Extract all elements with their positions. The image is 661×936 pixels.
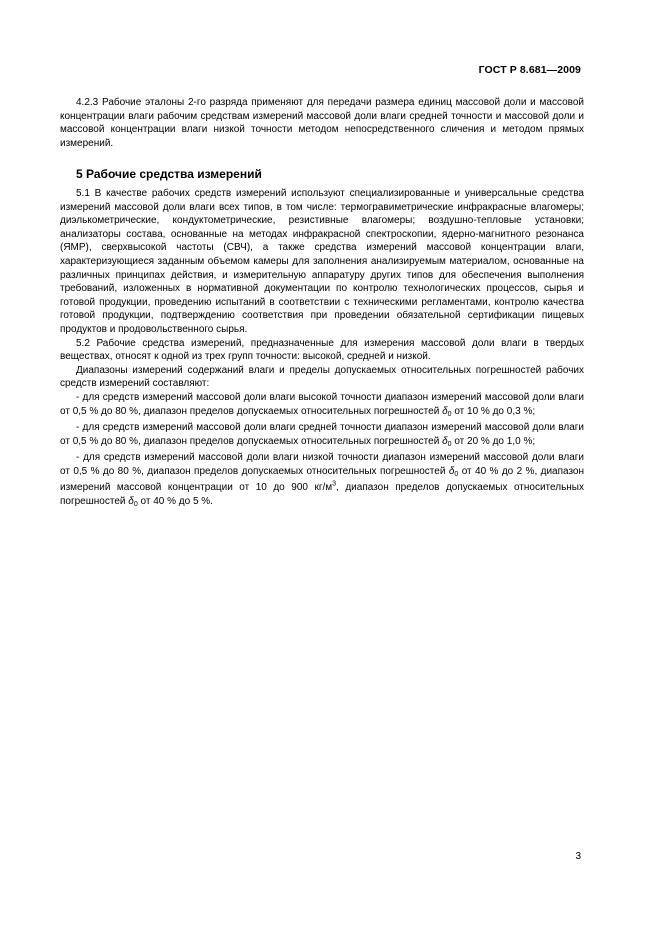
- delta-subscript: 0: [133, 501, 138, 509]
- delta-letter: δ: [128, 496, 134, 508]
- item-low-range-concentration: от 40 % до 5 %.: [140, 496, 213, 508]
- intro-block: [60, 96, 584, 150]
- item-low-text: - для средств измерений массовой доли влаги низкой точности диапазон измерений массовой доли влаги от 0,5 % до 80 %, диапазон пределов допускаемых относительных погрешностей: [60, 452, 584, 477]
- delta-symbol: [442, 436, 451, 447]
- item-high-text: - для средств измерений массовой доли влаги высокой точности диапазон измерений массовой доли влаги от 0,5 % до 80 %, диапазон пределов допускаемых относительных погрешностей: [60, 391, 584, 417]
- item-high-range: от 10 % до 0,3 %;: [454, 405, 536, 417]
- item-medium-range: от 20 % до 1,0 %;: [454, 435, 536, 447]
- paragraph-5-1: 5.1 В качестве рабочих средств измерений используют специализированные и универсальные средства измерений массовой доли влаги всех типов, в том числе: термогравиметрические инфракрасные влагомеры; диэлькометрические, кондуктометрические, резистивные влагомеры; воздушно-тепловые установки; анализаторы состава, основанные на методах инфракрасной спектроскопии, ядерно-магнитного резонанса (ЯМР), сверхвысокой частоты (СВЧ), а также средства измерений массовой концентрации влаги, характеризующиеся заданным объемом камеры для заполнения анализируемым материалом, основанные на различных принципах действия, и измерительную аппаратуру других типов для обеспечения выполнения требований, изложенных в нормативной документации по контролю технологических процессов, сырья и готовой продукции, проведению испытаний в соответствии с техническими регламентами, контролю качества готовой продукции, подтверждению соответствия при проведении обязательной сертификации пищевых продуктов и продовольственного сырья.: [60, 188, 584, 335]
- list-item-high-accuracy: [60, 391, 584, 421]
- delta-subscript: 0: [447, 440, 452, 448]
- delta-symbol: [449, 466, 458, 477]
- paragraph-4-2-3: 4.2.3 Рабочие эталоны 2-го разряда применяют для передачи размера единиц массовой доли и массовой концентрации влаги рабочим средствам измерений массовой доли влаги средней точности и массовой доли и массовой концентрации влаги низкой точности методом непосредственного сличения и методом прямых измерений.: [60, 97, 584, 149]
- delta-symbol: [442, 406, 451, 417]
- page-number: 3: [575, 851, 581, 862]
- paragraph-ranges-intro: Диапазоны измерений содержаний влаги и пределы допускаемых относительных погрешностей рабочих средств измерений составляют:: [60, 364, 584, 390]
- cubic-unit-superscript: 3: [332, 481, 337, 489]
- item-low-text-2: , диапазон пределов допускаемых относительных погрешностей: [60, 482, 584, 508]
- section-5-title: 5 Рабочие средства измерений: [76, 167, 262, 181]
- delta-letter: δ: [448, 465, 455, 477]
- delta-subscript: 0: [454, 470, 459, 478]
- delta-letter: δ: [442, 405, 448, 417]
- item-medium-text: - для средств измерений массовой доли влаги средней точности диапазон измерений массовой доли влаги от 0,5 % до 80 %, диапазон пределов допускаемых относительных погрешностей: [60, 422, 584, 447]
- section-5-body: [60, 187, 584, 512]
- list-item-medium-accuracy: [60, 421, 584, 451]
- list-item-low-accuracy: [60, 451, 584, 511]
- item-low-range-mass-fraction: от 40 % до 2 %, диапазон измерений массовой концентрации от 10 до 900 кг/м: [60, 465, 585, 494]
- paragraph-5-2: 5.2 Рабочие средства измерений, предназначенные для измерения массовой доли влаги в твердых веществах, относят к одной из трех групп точности: высокой, средней и низкой.: [60, 337, 584, 363]
- document-id: ГОСТ Р 8.681—2009: [478, 64, 581, 76]
- delta-subscript: 0: [447, 410, 452, 418]
- delta-symbol: [128, 496, 137, 507]
- delta-letter: δ: [442, 435, 448, 447]
